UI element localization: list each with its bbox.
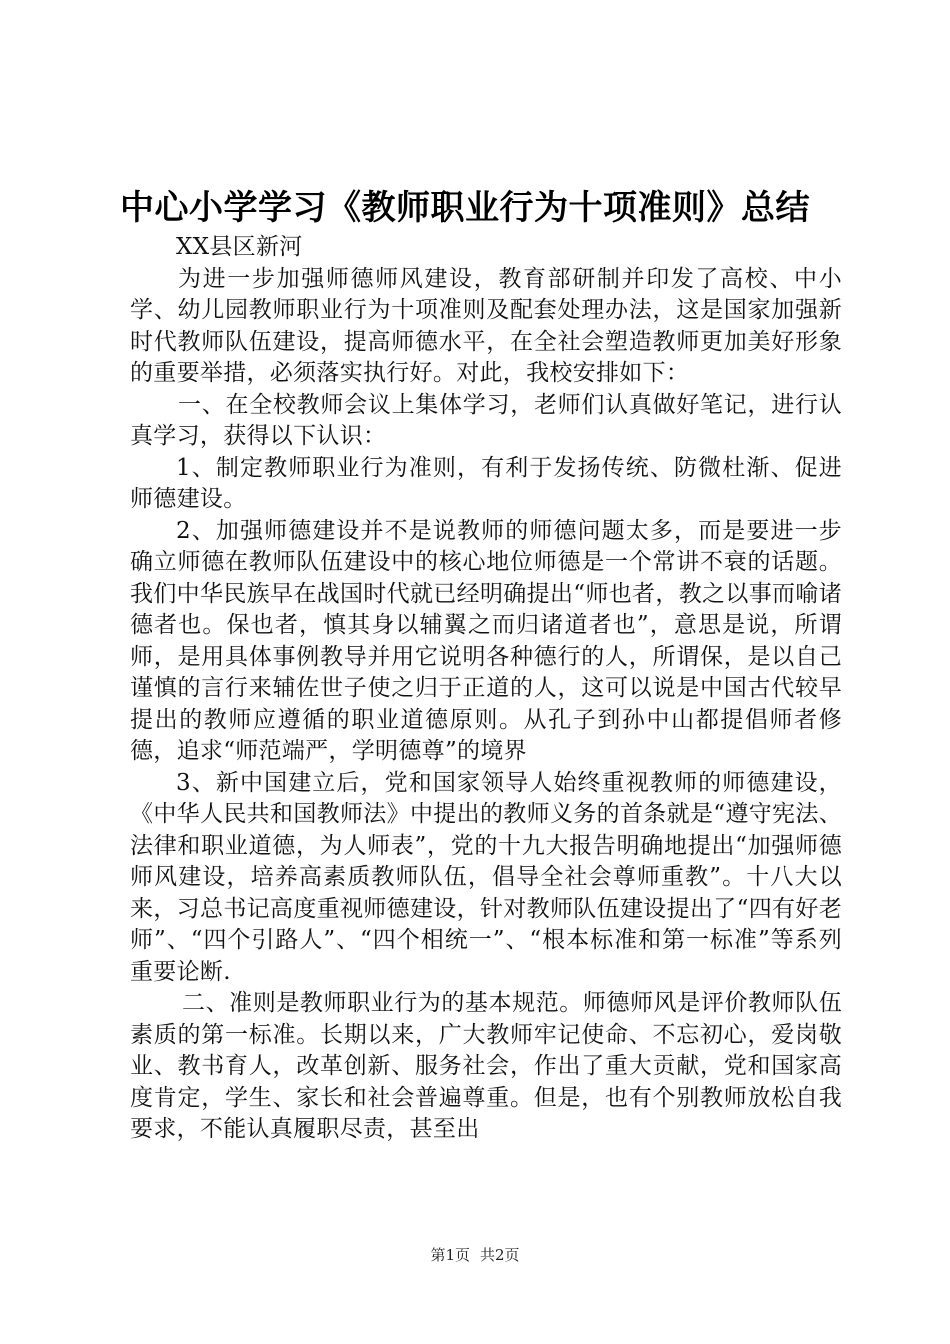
paragraph-point-two: 2、加强师德建设并不是说教师的师德问题太多，而是要进一步确立师德在教师队伍建设中的核心地位师德是一个常讲不衰的话题。我们中华民族早在战国时代就已经明确提出“师也者，教之以事而喻诸德者也。保也者，慎其身以辅翼之而归诸道者也”，意思是说，所谓师，是用具体事例教导并用它说明各种德行的人，所谓保，是以自己谨慎的言行来辅佐世子使之归于正道的人，这可以说是中国古代较早提出的教师应遵循的职业道德原则。从孔子到孙中山都提倡师者修德，追求“师范端严，学明德尊”的境界 bbox=[130, 517, 842, 764]
document-body bbox=[130, 232, 842, 1146]
author-line: XX县区新河 bbox=[176, 234, 303, 260]
page-number: 第1页 bbox=[430, 1246, 470, 1264]
paragraph-section-two: 二、准则是教师职业行为的基本规范。师德师风是评价教师队伍素质的第一标准。长期以来，广大教师牢记使命、不忘初心，爱岗敬业、教书育人，改革创新、服务社会，作出了重大贡献，党和国家高度肯定，学生、家长和社会普遍尊重。但是，也有个别教师放松自我要求，不能认真履职尽责，甚至出 bbox=[130, 990, 842, 1142]
paragraph-section-one: 一、在全校教师会议上集体学习，老师们认真做好笔记，进行认真学习，获得以下认识： bbox=[130, 391, 842, 449]
paragraph-point-three: 3、新中国建立后，党和国家领导人始终重视教师的师德建设，《中华人民共和国教师法》中提出的教师义务的首条就是“遵守宪法、法律和职业道德，为人师表”，党的十九大报告明确地提出“加强师德师风建设，培养高素质教师队伍，倡导全社会尊师重教”。十八大以来，习总书记高度重视师德建设，针对教师队伍建设提出了“四有好老师”、“四个引路人”、“四个相统一”、“根本标准和第一标准”等系列重要论断. bbox=[130, 769, 842, 985]
page-footer bbox=[0, 1244, 950, 1265]
document-title: 中心小学学习《教师职业行为十项准则》总结 bbox=[120, 188, 810, 228]
page-total: 共2页 bbox=[480, 1246, 520, 1264]
paragraph-intro: 为进一步加强师德师风建设，教育部研制并印发了高校、中小学、幼儿园教师职业行为十项准则及配套处理办法，这是国家加强新时代教师队伍建设，提高师德水平，在全社会塑造教师更加美好形象的重要举措，必须落实执行好。对此，我校安排如下： bbox=[130, 265, 842, 386]
paragraph-point-one: 1、制定教师职业行为准则，有利于发扬传统、防微杜渐、促进师德建设。 bbox=[130, 454, 842, 512]
